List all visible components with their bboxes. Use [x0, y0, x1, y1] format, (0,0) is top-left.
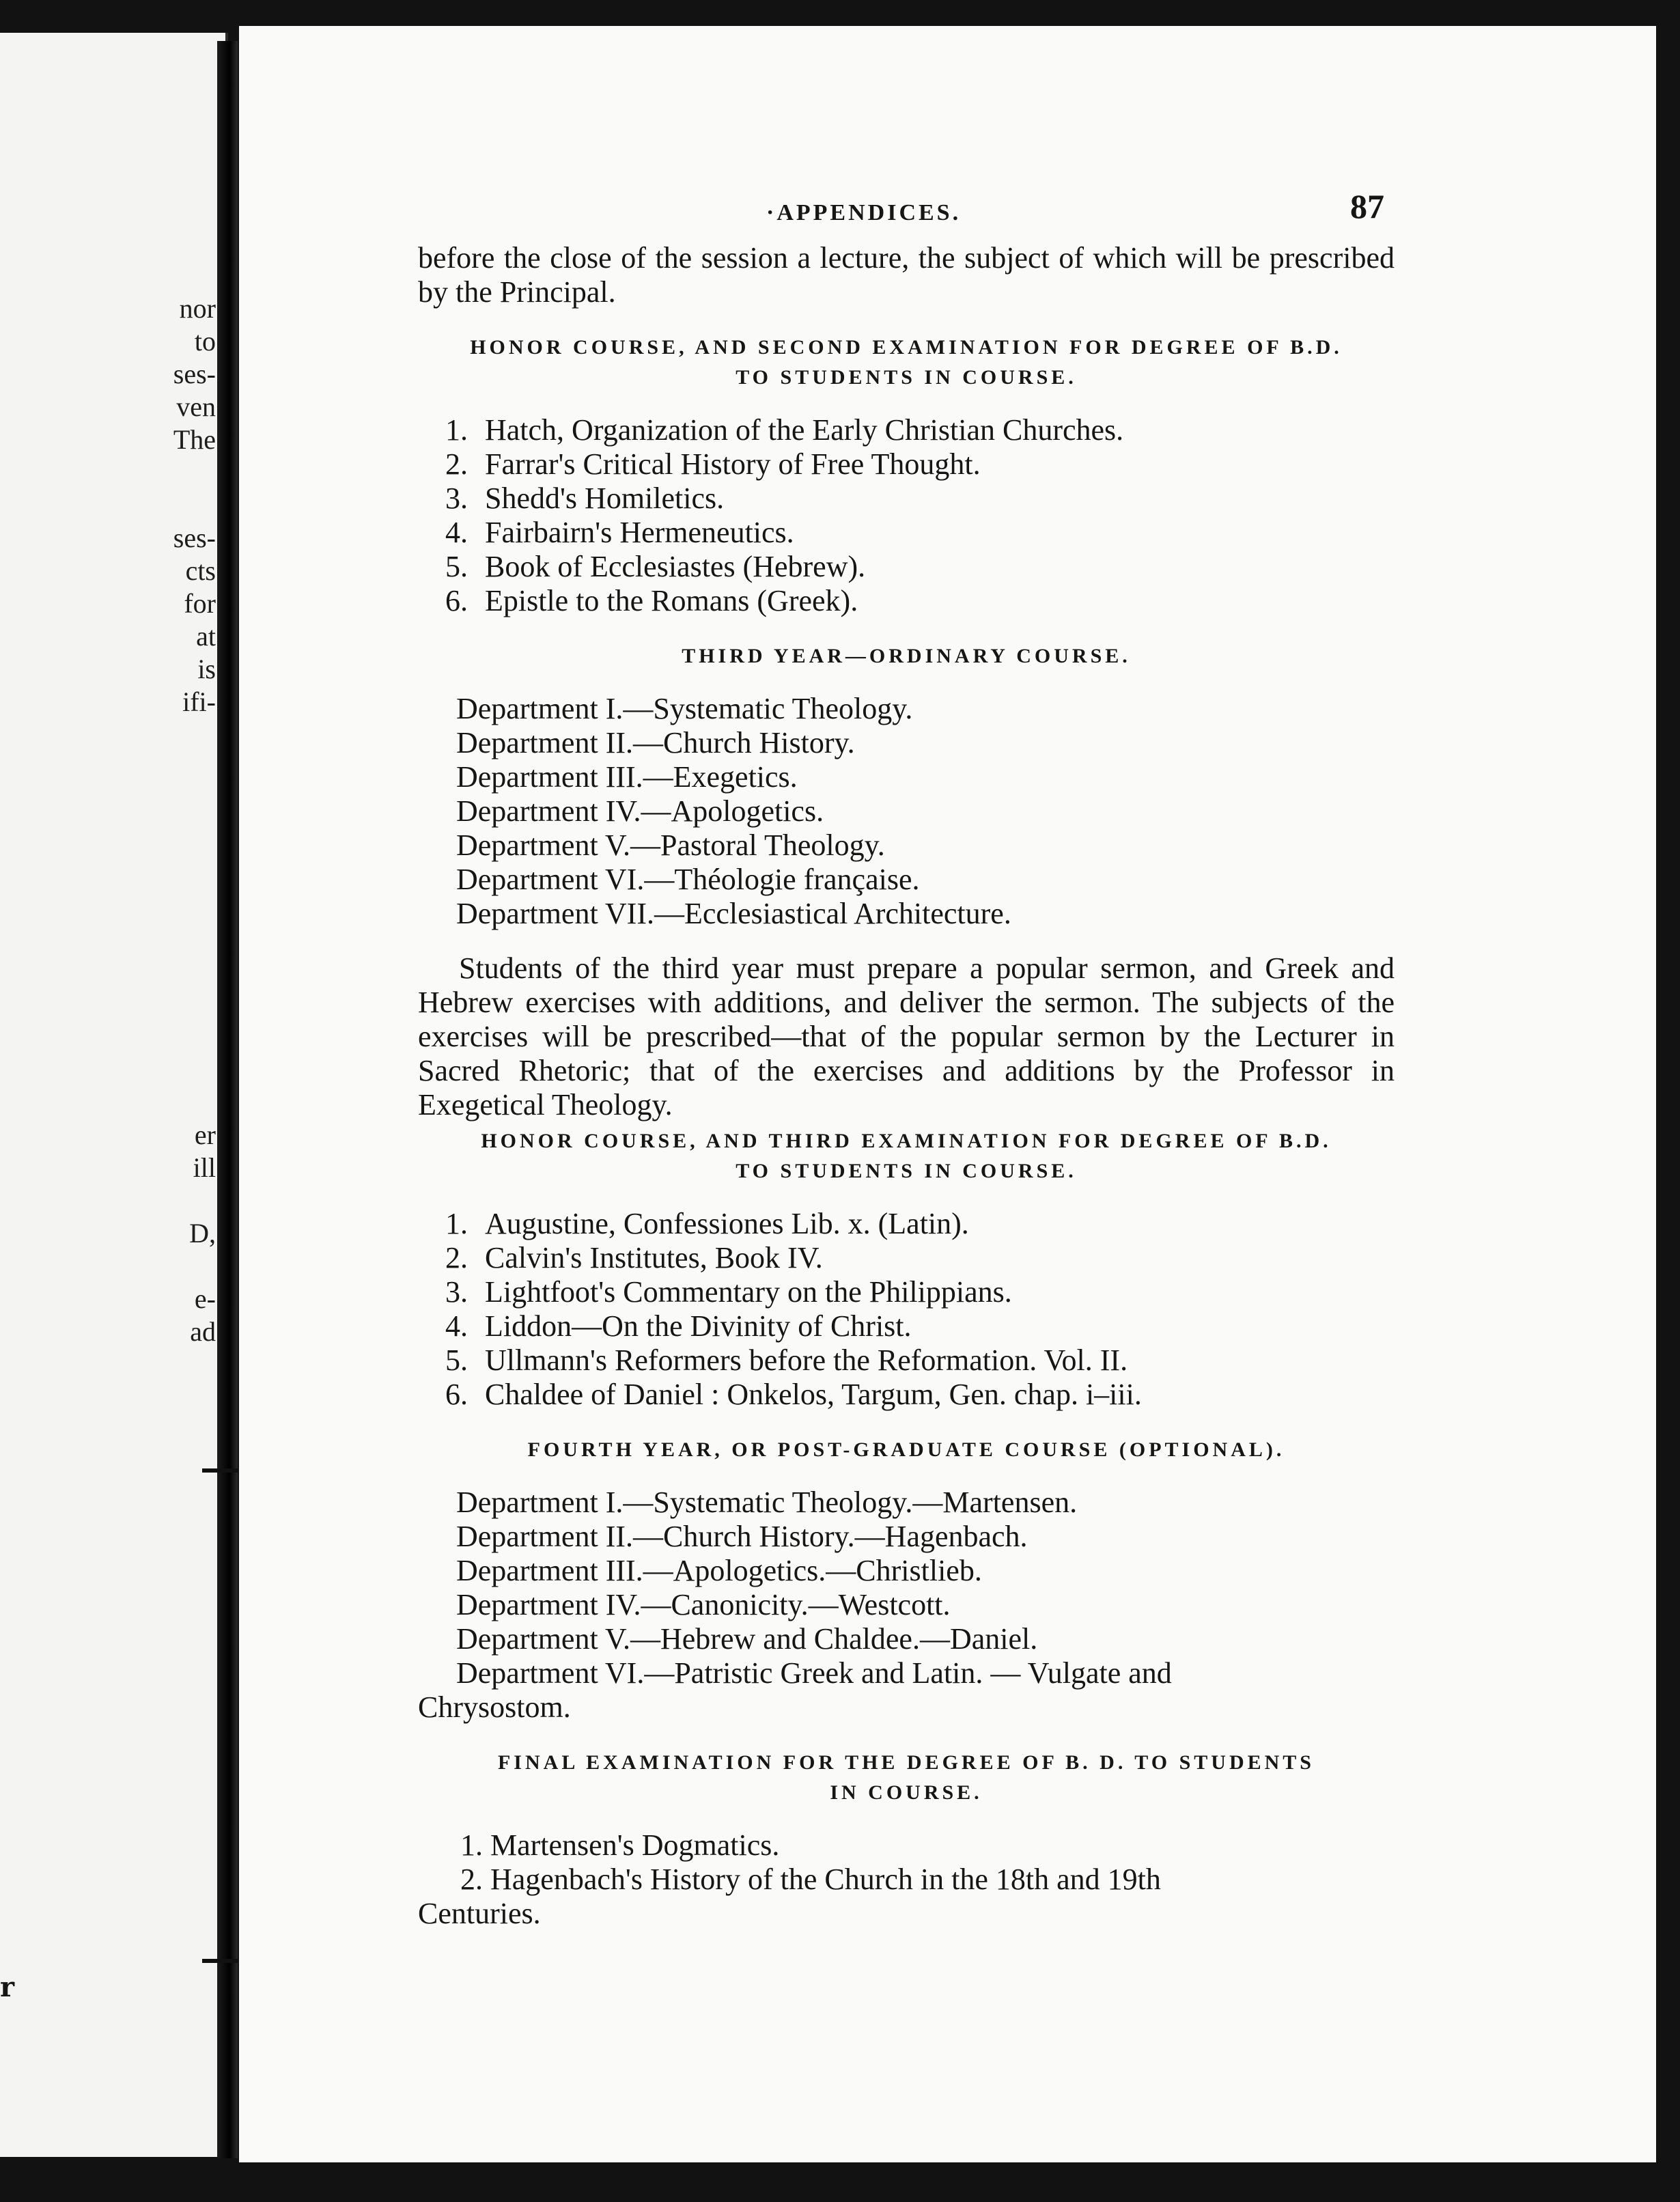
list-item: 5. Ullmann's Reformers before the Reformation. Vol. II.	[445, 1343, 1128, 1377]
reading-list	[445, 1207, 1395, 1412]
list-item: Department VII.—Ecclesiastical Architecture.	[456, 897, 1011, 930]
list-item: 6. Chaldee of Daniel : Onkelos, Targum, Gen. chap. i–iii.	[445, 1378, 1142, 1411]
list-item: 4. Fairbairn's Hermeneutics.	[445, 516, 794, 549]
list-item: Department I.—Systematic Theology.—Martensen.	[456, 1486, 1078, 1519]
running-head-title: ·APPENDICES.	[766, 200, 962, 225]
list-item: Department III.—Exegetics.	[456, 760, 798, 794]
list-item: Department V.—Hebrew and Chaldee.—Daniel.	[456, 1622, 1038, 1656]
list-item-continuation: Centuries.	[418, 1897, 541, 1930]
list-item: Department V.—Pastoral Theology.	[456, 828, 885, 862]
page-number: 87	[1350, 187, 1384, 225]
section-heading: THIRD YEAR—ORDINARY COURSE.	[682, 645, 1131, 667]
facing-page-text-bottom: r	[0, 1971, 15, 2003]
list-item: 2. Hagenbach's History of the Church in the 18th and 19th	[460, 1863, 1161, 1896]
facing-page-text-top: nor to ses- ven The ses- cts for at is ifi-	[173, 293, 216, 717]
third-year-paragraph: Students of the third year must prepare a popular sermon, and Greek and Hebrew exercises with additions, and deliver the sermon. The subjects of the exercises will be prescribed—that of the popular sermon by the Lecturer in Sacred Rhetoric; that of the exercises and additions by the Professor in Exegetical Theology.	[418, 951, 1395, 1121]
facing-page-text-middle: er ill D, e- ad	[189, 1119, 216, 1347]
list-item: Department II.—Church History.—Hagenbach.	[456, 1520, 1028, 1553]
section-heading: FINAL EXAMINATION FOR THE DEGREE OF B. D. TO STUDENTS IN COURSE.	[497, 1751, 1315, 1804]
page-content	[418, 186, 1395, 1931]
list-item: 1. Martensen's Dogmatics.	[460, 1828, 780, 1862]
department-list	[456, 692, 1395, 931]
list-item: 1. Augustine, Confessiones Lib. x. (Latin).	[445, 1207, 969, 1240]
final-exam-list	[418, 1828, 1395, 1931]
book-binding	[217, 41, 238, 2158]
list-item: Department II.—Church History.	[456, 726, 855, 759]
list-item: 3. Lightfoot's Commentary on the Philippians.	[445, 1275, 1012, 1309]
facing-page	[0, 33, 228, 2157]
section-heading: FOURTH YEAR, OR POST-GRADUATE COURSE (OPTIONAL).	[527, 1438, 1285, 1461]
list-item: 2. Calvin's Institutes, Book IV.	[445, 1241, 823, 1274]
running-head	[418, 186, 1395, 241]
list-item: Department III.—Apologetics.—Christlieb.	[456, 1554, 982, 1587]
book-page	[239, 26, 1656, 2162]
department-list	[456, 1486, 1395, 1690]
department-continuation: Chrysostom.	[418, 1690, 571, 1724]
reading-list	[445, 413, 1395, 618]
list-item: 4. Liddon—On the Divinity of Christ.	[445, 1309, 912, 1343]
list-item: Department IV.—Apologetics.	[456, 794, 824, 828]
intro-paragraph: before the close of the session a lecture, the subject of which will be prescribed by the Principal.	[418, 241, 1395, 309]
section-heading: HONOR COURSE, AND THIRD EXAMINATION FOR DEGREE OF B.D. TO STUDENTS IN COURSE.	[481, 1130, 1332, 1182]
list-item: Department I.—Systematic Theology.	[456, 692, 913, 725]
list-item: 1. Hatch, Organization of the Early Christian Churches.	[445, 413, 1124, 447]
list-item: Department VI.—Théologie française.	[456, 863, 920, 896]
section-heading: HONOR COURSE, AND SECOND EXAMINATION FOR DEGREE OF B.D. TO STUDENTS IN COURSE.	[470, 336, 1343, 389]
list-item: Department VI.—Patristic Greek and Latin. — Vulgate and	[456, 1656, 1172, 1690]
list-item: 6. Epistle to the Romans (Greek).	[445, 584, 858, 617]
list-item: 2. Farrar's Critical History of Free Thought.	[445, 447, 981, 481]
list-item: Department IV.—Canonicity.—Westcott.	[456, 1588, 951, 1621]
list-item: 3. Shedd's Homiletics.	[445, 482, 725, 515]
list-item: 5. Book of Ecclesiastes (Hebrew).	[445, 550, 866, 583]
